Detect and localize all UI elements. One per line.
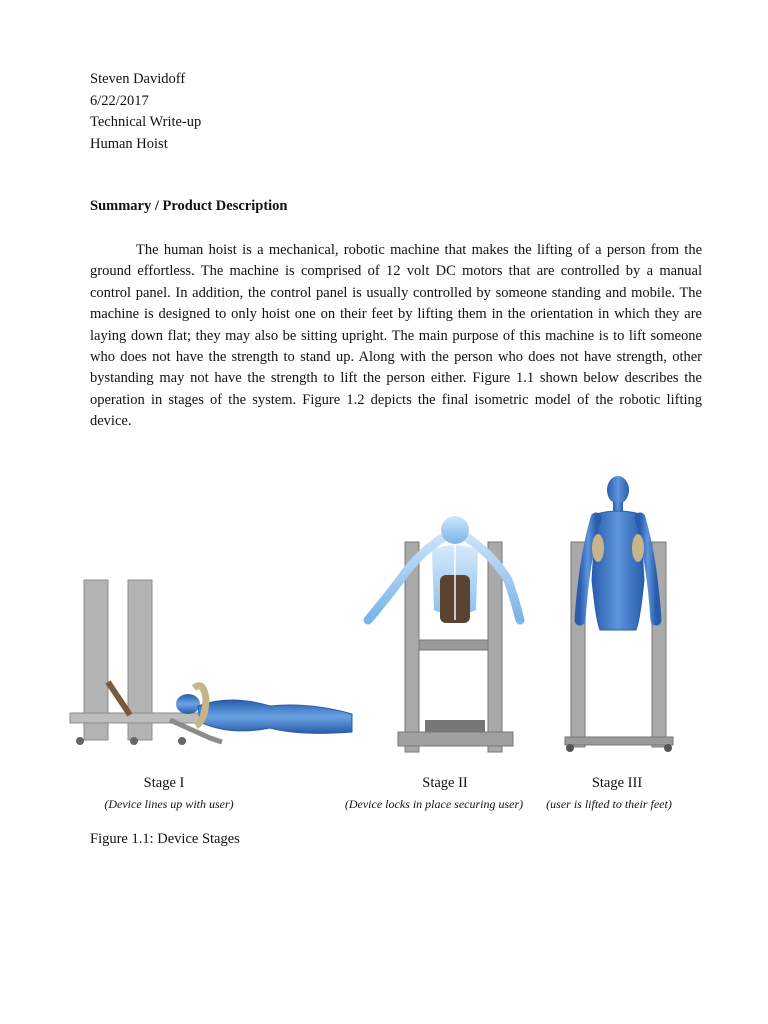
summary-paragraph — [90, 240, 702, 433]
document-date: 6/22/2017 — [90, 92, 149, 109]
stage-3-label: Stage III — [591, 775, 643, 791]
figure-caption: Figure 1.1: Device Stages — [90, 831, 240, 847]
section-heading: Summary / Product Description — [90, 198, 288, 214]
stage-1-caption: (Device lines up with user) — [104, 797, 234, 811]
document-title: Human Hoist — [90, 135, 168, 152]
document-type: Technical Write-up — [90, 114, 202, 130]
stage-3-caption: (user is lifted to their feet) — [546, 797, 672, 811]
summary-paragraph-text: The human hoist is a mechanical, robotic machine that makes the lifting of a person from the ground effortless. The machine is comprised of 12 volt DC motors that are controlled by a manual control panel. In addition, the control panel is usually controlled by someone standing and mobile. The machine is designed to only hoist one on their feet by lifting them in the orientation in which they are laying down flat; they may also be sitting upright. The main purpose of this machine is to lift someone who does not have the strength to stand up. Along with the person who does not have strength, other bystanding may not have the strength to lift the person either. Figure 1.1 shown below describes the operation in stages of the system. Figure 1.2 depicts the final isometric model of the robotic lifting device. — [90, 242, 702, 430]
stage-3-illustration — [565, 476, 673, 752]
stage-1-label: Stage I — [143, 775, 185, 791]
stage-2-label: Stage II — [422, 775, 468, 791]
stage-2-illustration — [368, 516, 520, 752]
document-header — [90, 69, 201, 155]
author-name: Steven Davidoff — [90, 71, 186, 87]
stage-2-caption: (Device locks in place securing user) — [344, 797, 524, 811]
stage-1-illustration — [70, 580, 352, 745]
device-stages-figure — [0, 470, 768, 770]
